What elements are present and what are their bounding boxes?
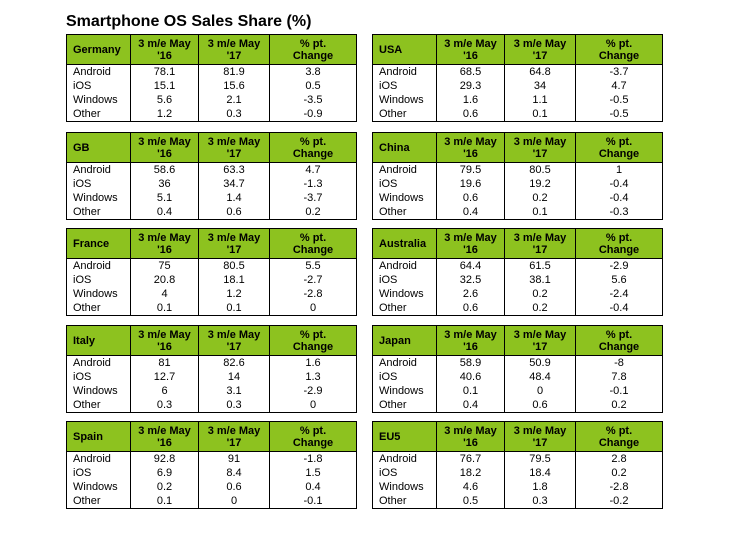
value-may17: 0.6 (505, 398, 576, 413)
table-row (373, 466, 663, 480)
os-label: Windows (373, 480, 437, 494)
col-header-may17: 3 m/e May '17 (505, 133, 576, 163)
table-header-row (67, 133, 357, 163)
value-change: -2.9 (576, 259, 663, 274)
value-may16: 78.1 (131, 65, 199, 80)
value-change: 4.7 (576, 79, 663, 93)
os-label: Windows (67, 384, 131, 398)
os-label: Other (373, 301, 437, 316)
col-header-may16: 3 m/e May '16 (437, 133, 505, 163)
os-label: Android (67, 452, 131, 467)
table-row (67, 287, 357, 301)
value-may16: 0.6 (437, 107, 505, 122)
os-label: Windows (373, 384, 437, 398)
page-title: Smartphone OS Sales Share (%) (66, 13, 312, 30)
value-may17: 48.4 (505, 370, 576, 384)
table-header-row (373, 133, 663, 163)
col-header-may16: 3 m/e May '16 (437, 229, 505, 259)
table-row (373, 452, 663, 467)
value-may17: 0.3 (199, 398, 270, 413)
table-row (67, 466, 357, 480)
region-name: Japan (373, 326, 437, 356)
os-label: Other (67, 301, 131, 316)
value-may16: 0.1 (131, 494, 199, 509)
value-may17: 0.1 (505, 107, 576, 122)
value-change: -2.8 (270, 287, 357, 301)
os-label: Android (373, 65, 437, 80)
table-row (373, 370, 663, 384)
os-label: Android (67, 259, 131, 274)
col-header-may17: 3 m/e May '17 (505, 229, 576, 259)
region-table-japan (372, 325, 663, 413)
col-header-may17: 3 m/e May '17 (505, 422, 576, 452)
value-change: 1 (576, 163, 663, 178)
col-header-may16: 3 m/e May '16 (131, 326, 199, 356)
value-may17: 0.2 (505, 191, 576, 205)
value-change: 4.7 (270, 163, 357, 178)
table-row (373, 177, 663, 191)
value-change: -3.7 (270, 191, 357, 205)
table-row (373, 301, 663, 316)
table-row (373, 107, 663, 122)
table-row (67, 191, 357, 205)
value-may16: 4 (131, 287, 199, 301)
os-label: Windows (67, 287, 131, 301)
region-name: GB (67, 133, 131, 163)
os-label: Other (373, 494, 437, 509)
value-may17: 0 (199, 494, 270, 509)
value-may17: 19.2 (505, 177, 576, 191)
value-change: 5.5 (270, 259, 357, 274)
value-change: 0.5 (270, 79, 357, 93)
value-may17: 0.6 (199, 480, 270, 494)
value-may16: 5.6 (131, 93, 199, 107)
value-may16: 0.6 (437, 191, 505, 205)
value-change: -0.9 (270, 107, 357, 122)
value-may16: 6 (131, 384, 199, 398)
value-may17: 80.5 (199, 259, 270, 274)
value-may16: 0.1 (437, 384, 505, 398)
col-header-may16: 3 m/e May '16 (437, 326, 505, 356)
table-row (67, 163, 357, 178)
col-header-may17: 3 m/e May '17 (199, 133, 270, 163)
value-change: -2.8 (576, 480, 663, 494)
os-label: iOS (67, 79, 131, 93)
table-row (373, 398, 663, 413)
os-label: Android (67, 163, 131, 178)
table-row (67, 79, 357, 93)
table-row (373, 79, 663, 93)
col-header-change: % pt. Change (576, 422, 663, 452)
value-may16: 1.6 (437, 93, 505, 107)
table-row (67, 356, 357, 371)
table-row (67, 370, 357, 384)
value-may16: 40.6 (437, 370, 505, 384)
region-table-australia (372, 228, 663, 316)
os-label: Other (67, 205, 131, 220)
value-change: -2.7 (270, 273, 357, 287)
col-header-may16: 3 m/e May '16 (131, 133, 199, 163)
value-may17: 0 (505, 384, 576, 398)
value-may16: 0.1 (131, 301, 199, 316)
value-may17: 2.1 (199, 93, 270, 107)
region-name: France (67, 229, 131, 259)
os-label: Android (67, 65, 131, 80)
value-change: 7.8 (576, 370, 663, 384)
value-may16: 29.3 (437, 79, 505, 93)
os-label: iOS (67, 370, 131, 384)
region-table-france (66, 228, 357, 316)
table-header-row (373, 422, 663, 452)
value-may17: 0.2 (505, 287, 576, 301)
table-row (67, 452, 357, 467)
value-may17: 1.4 (199, 191, 270, 205)
table-row (373, 191, 663, 205)
region-table-china (372, 132, 663, 220)
value-change: 0.4 (270, 480, 357, 494)
value-may16: 68.5 (437, 65, 505, 80)
value-may16: 0.2 (131, 480, 199, 494)
value-may17: 38.1 (505, 273, 576, 287)
os-label: iOS (67, 466, 131, 480)
value-change: -0.4 (576, 177, 663, 191)
region-name: Italy (67, 326, 131, 356)
table-row (67, 259, 357, 274)
os-label: Other (67, 398, 131, 413)
col-header-may16: 3 m/e May '16 (437, 422, 505, 452)
table-row (67, 107, 357, 122)
table-row (67, 301, 357, 316)
table-header-row (373, 326, 663, 356)
table-row (67, 273, 357, 287)
region-name: EU5 (373, 422, 437, 452)
value-may16: 1.2 (131, 107, 199, 122)
value-change: 1.6 (270, 356, 357, 371)
os-label: iOS (373, 79, 437, 93)
os-label: Android (373, 259, 437, 274)
col-header-may17: 3 m/e May '17 (505, 35, 576, 65)
table-header-row (67, 326, 357, 356)
value-may16: 2.6 (437, 287, 505, 301)
table-row (373, 273, 663, 287)
os-label: iOS (373, 177, 437, 191)
value-may17: 64.8 (505, 65, 576, 80)
os-label: Windows (67, 93, 131, 107)
value-may16: 0.4 (437, 398, 505, 413)
table-header-row (67, 35, 357, 65)
region-name: China (373, 133, 437, 163)
value-may17: 0.2 (505, 301, 576, 316)
region-table-gb (66, 132, 357, 220)
value-may16: 75 (131, 259, 199, 274)
value-may17: 1.8 (505, 480, 576, 494)
table-header-row (67, 422, 357, 452)
table-row (67, 398, 357, 413)
table-row (373, 287, 663, 301)
value-change: -3.7 (576, 65, 663, 80)
region-table-usa (372, 34, 663, 122)
col-header-may17: 3 m/e May '17 (199, 422, 270, 452)
value-may17: 0.6 (199, 205, 270, 220)
value-may17: 50.9 (505, 356, 576, 371)
value-may17: 0.1 (199, 301, 270, 316)
value-may16: 12.7 (131, 370, 199, 384)
table-row (373, 494, 663, 509)
value-may17: 82.6 (199, 356, 270, 371)
value-may17: 1.1 (505, 93, 576, 107)
value-may17: 14 (199, 370, 270, 384)
table-row (67, 65, 357, 80)
os-label: iOS (373, 273, 437, 287)
value-may17: 18.4 (505, 466, 576, 480)
col-header-change: % pt. Change (576, 229, 663, 259)
col-header-may17: 3 m/e May '17 (505, 326, 576, 356)
os-label: Windows (67, 191, 131, 205)
os-label: Windows (373, 191, 437, 205)
region-table-germany (66, 34, 357, 122)
region-name: Australia (373, 229, 437, 259)
col-header-may16: 3 m/e May '16 (131, 229, 199, 259)
value-change: -0.4 (576, 301, 663, 316)
table-header-row (373, 35, 663, 65)
value-change: 0.2 (576, 398, 663, 413)
col-header-change: % pt. Change (270, 422, 357, 452)
os-label: Android (67, 356, 131, 371)
value-may16: 81 (131, 356, 199, 371)
value-may16: 32.5 (437, 273, 505, 287)
os-label: Other (373, 205, 437, 220)
value-may16: 18.2 (437, 466, 505, 480)
value-may17: 61.5 (505, 259, 576, 274)
value-may16: 36 (131, 177, 199, 191)
value-change: -1.8 (270, 452, 357, 467)
os-label: Android (373, 356, 437, 371)
os-label: iOS (373, 466, 437, 480)
value-may17: 15.6 (199, 79, 270, 93)
value-may17: 80.5 (505, 163, 576, 178)
value-change: -1.3 (270, 177, 357, 191)
os-label: Windows (373, 93, 437, 107)
table-row (67, 93, 357, 107)
table-row (373, 205, 663, 220)
value-change: -8 (576, 356, 663, 371)
value-change: 0 (270, 301, 357, 316)
os-label: Android (373, 163, 437, 178)
value-change: -0.1 (576, 384, 663, 398)
table-row (373, 480, 663, 494)
table-row (373, 259, 663, 274)
col-header-may16: 3 m/e May '16 (131, 35, 199, 65)
value-change: -2.4 (576, 287, 663, 301)
col-header-may17: 3 m/e May '17 (199, 229, 270, 259)
value-may17: 1.2 (199, 287, 270, 301)
value-may17: 63.3 (199, 163, 270, 178)
value-may16: 19.6 (437, 177, 505, 191)
value-change: -0.1 (270, 494, 357, 509)
value-may16: 76.7 (437, 452, 505, 467)
table-row (373, 356, 663, 371)
value-may16: 0.3 (131, 398, 199, 413)
value-may16: 58.6 (131, 163, 199, 178)
os-label: iOS (67, 273, 131, 287)
value-may16: 0.4 (131, 205, 199, 220)
col-header-change: % pt. Change (576, 35, 663, 65)
value-may16: 15.1 (131, 79, 199, 93)
value-may17: 0.1 (505, 205, 576, 220)
col-header-change: % pt. Change (576, 133, 663, 163)
value-may16: 79.5 (437, 163, 505, 178)
value-change: 3.8 (270, 65, 357, 80)
col-header-change: % pt. Change (270, 133, 357, 163)
region-table-eu5 (372, 421, 663, 509)
value-change: 0 (270, 398, 357, 413)
value-may16: 92.8 (131, 452, 199, 467)
table-row (67, 494, 357, 509)
table-row (373, 384, 663, 398)
os-label: iOS (67, 177, 131, 191)
os-label: Other (373, 107, 437, 122)
value-may17: 18.1 (199, 273, 270, 287)
value-may16: 20.8 (131, 273, 199, 287)
value-change: -0.4 (576, 191, 663, 205)
col-header-change: % pt. Change (576, 326, 663, 356)
value-change: 5.6 (576, 273, 663, 287)
table-header-row (373, 229, 663, 259)
value-may17: 79.5 (505, 452, 576, 467)
value-may16: 64.4 (437, 259, 505, 274)
value-may17: 8.4 (199, 466, 270, 480)
value-may17: 91 (199, 452, 270, 467)
value-may17: 3.1 (199, 384, 270, 398)
value-change: 1.5 (270, 466, 357, 480)
value-may17: 34.7 (199, 177, 270, 191)
col-header-may17: 3 m/e May '17 (199, 326, 270, 356)
col-header-change: % pt. Change (270, 229, 357, 259)
value-change: -0.5 (576, 107, 663, 122)
value-may16: 58.9 (437, 356, 505, 371)
table-row (67, 480, 357, 494)
region-name: Spain (67, 422, 131, 452)
table-row (373, 163, 663, 178)
table-row (67, 384, 357, 398)
col-header-change: % pt. Change (270, 35, 357, 65)
value-change: 1.3 (270, 370, 357, 384)
table-header-row (67, 229, 357, 259)
value-may17: 34 (505, 79, 576, 93)
region-name: Germany (67, 35, 131, 65)
value-may17: 0.3 (199, 107, 270, 122)
value-may16: 6.9 (131, 466, 199, 480)
value-change: -0.3 (576, 205, 663, 220)
col-header-change: % pt. Change (270, 326, 357, 356)
os-label: Other (373, 398, 437, 413)
table-row (373, 65, 663, 80)
os-label: Windows (67, 480, 131, 494)
value-change: 0.2 (270, 205, 357, 220)
col-header-may16: 3 m/e May '16 (437, 35, 505, 65)
value-change: -0.2 (576, 494, 663, 509)
value-change: 2.8 (576, 452, 663, 467)
table-row (67, 205, 357, 220)
value-may17: 81.9 (199, 65, 270, 80)
os-label: Android (373, 452, 437, 467)
col-header-may16: 3 m/e May '16 (131, 422, 199, 452)
table-row (67, 177, 357, 191)
region-table-italy (66, 325, 357, 413)
region-table-spain (66, 421, 357, 509)
os-label: Windows (373, 287, 437, 301)
value-may16: 0.6 (437, 301, 505, 316)
value-may16: 5.1 (131, 191, 199, 205)
os-label: Other (67, 494, 131, 509)
table-row (373, 93, 663, 107)
value-change: -0.5 (576, 93, 663, 107)
os-label: Other (67, 107, 131, 122)
value-may16: 4.6 (437, 480, 505, 494)
value-may16: 0.5 (437, 494, 505, 509)
region-name: USA (373, 35, 437, 65)
value-change: 0.2 (576, 466, 663, 480)
col-header-may17: 3 m/e May '17 (199, 35, 270, 65)
value-change: -2.9 (270, 384, 357, 398)
os-label: iOS (373, 370, 437, 384)
value-change: -3.5 (270, 93, 357, 107)
value-may16: 0.4 (437, 205, 505, 220)
value-may17: 0.3 (505, 494, 576, 509)
